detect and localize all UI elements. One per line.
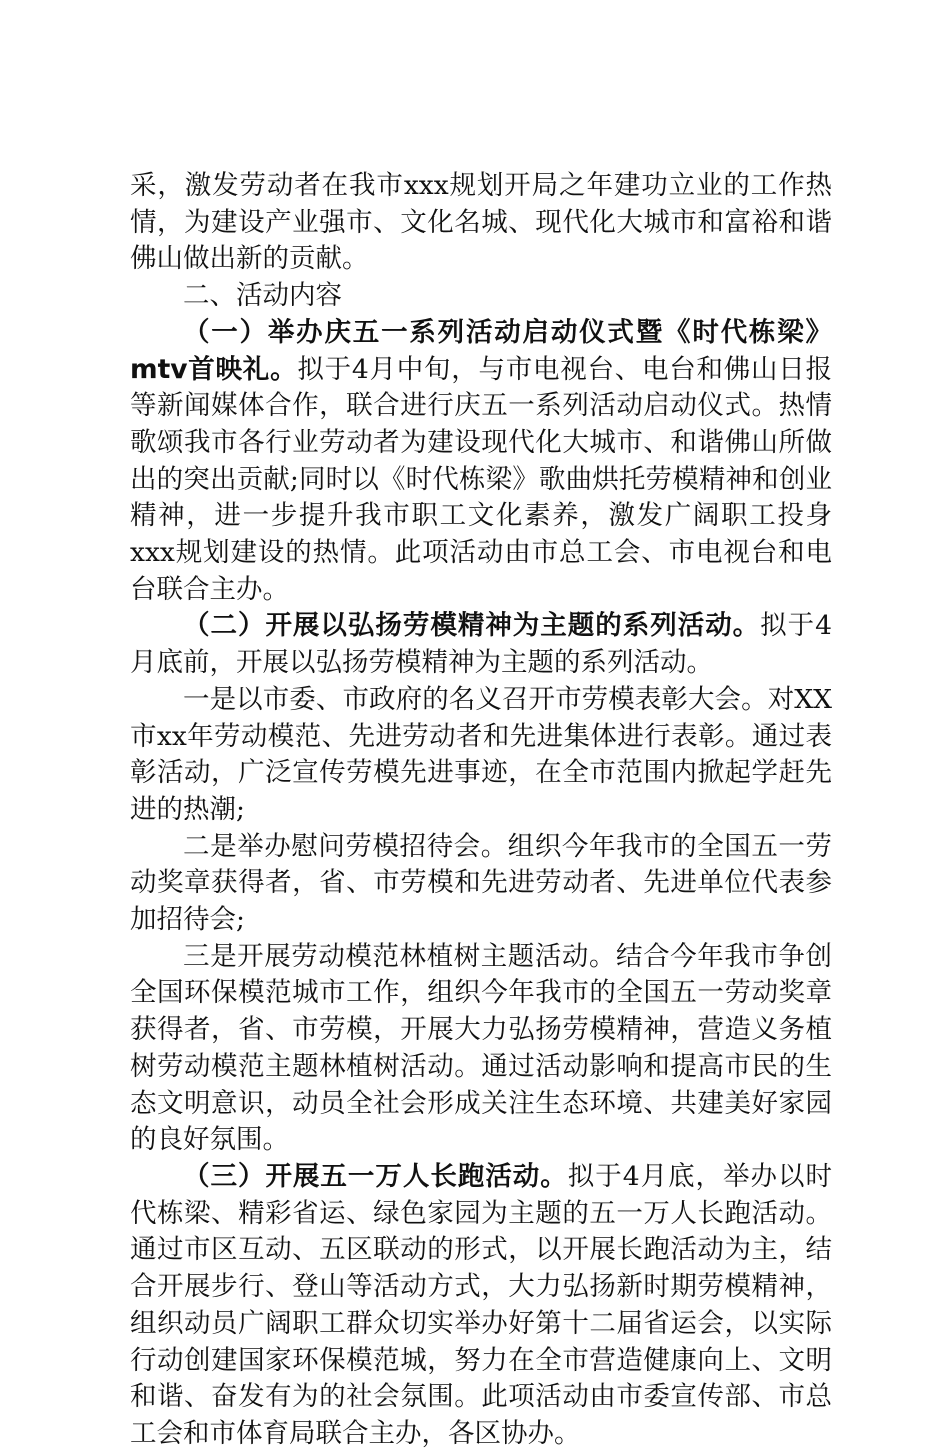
item-2-body: 拟于4月底前，开展以弘扬劳模精神为主题的系列活动。 <box>130 610 832 679</box>
paragraph-item-1 <box>130 315 832 609</box>
paragraph-item-2 <box>130 608 832 681</box>
item-1-heading: （一）举办庆五一系列活动启动仪式暨《时代栋梁》mtv首映礼。 <box>130 316 832 385</box>
paragraph-item-2-sub-2: 二是举办慰问劳模招待会。组织今年我市的全国五一劳动奖章获得者，省、市劳模和先进劳动者、先进单位代表参加招待会; <box>130 830 832 936</box>
paragraph-item-3 <box>130 1159 832 1453</box>
paragraph-item-2-sub-3: 三是开展劳动模范林植树主题活动。结合今年我市争创全国环保模范城市工作，组织今年我市的全国五一劳动奖章获得者，省、市劳模，开展大力弘扬劳模精神，营造义务植树劳动模范主题林植树活动。通过活动影响和提高市民的生态文明意识，动员全社会形成关注生态环境、共建美好家园的良好氛围。 <box>130 940 832 1156</box>
paragraph-continuation: 采，激发劳动者在我市xxx规划开局之年建功立业的工作热情，为建设产业强市、文化名城、现代化大城市和富裕和谐佛山做出新的贡献。 <box>130 170 832 275</box>
document-body <box>130 168 832 1453</box>
item-2-heading: （二）开展以弘扬劳模精神为主题的系列活动。 <box>183 610 761 642</box>
item-3-heading: （三）开展五一万人长跑活动。 <box>183 1160 568 1192</box>
section-heading: 二、活动内容 <box>183 280 342 312</box>
item-3-body: 拟于4月底，举办以时代栋梁、精彩省运、绿色家园为主题的五一万人长跑活动。通过市区互动、五区联动的形式，以开展长跑活动为主，结合开展步行、登山等活动方式，大力弘扬新时期劳模精神，组织动员广阔职工群众切实举办好第十二届省运会，以实际行动创建国家环保模范城，努力在全市营造健康向上、文明和谐、奋发有为的社会氛围。此项活动由市委宣传部、市总工会和市体育局联合主办，各区协办。 <box>130 1160 832 1449</box>
paragraph-item-2-sub-1: 一是以市委、市政府的名义召开市劳模表彰大会。对XX市xx年劳动模范、先进劳动者和先进集体进行表彰。通过表彰活动，广泛宣传劳模先进事迹，在全市范围内掀起学赶先进的热潮; <box>130 683 832 825</box>
item-1-body: 拟于4月中旬，与市电视台、电台和佛山日报等新闻媒体合作，联合进行庆五一系列活动启动仪式。热情歌颂我市各行业劳动者为建设现代化大城市、和谐佛山所做出的突出贡献;同时以《时代栋梁》歌曲烘托劳模精神和创业精神，进一步提升我市职工文化素养，激发广阔职工投身xxx规划建设的热情。此项活动由市总工会、市电视台和电台联合主办。 <box>130 353 832 605</box>
